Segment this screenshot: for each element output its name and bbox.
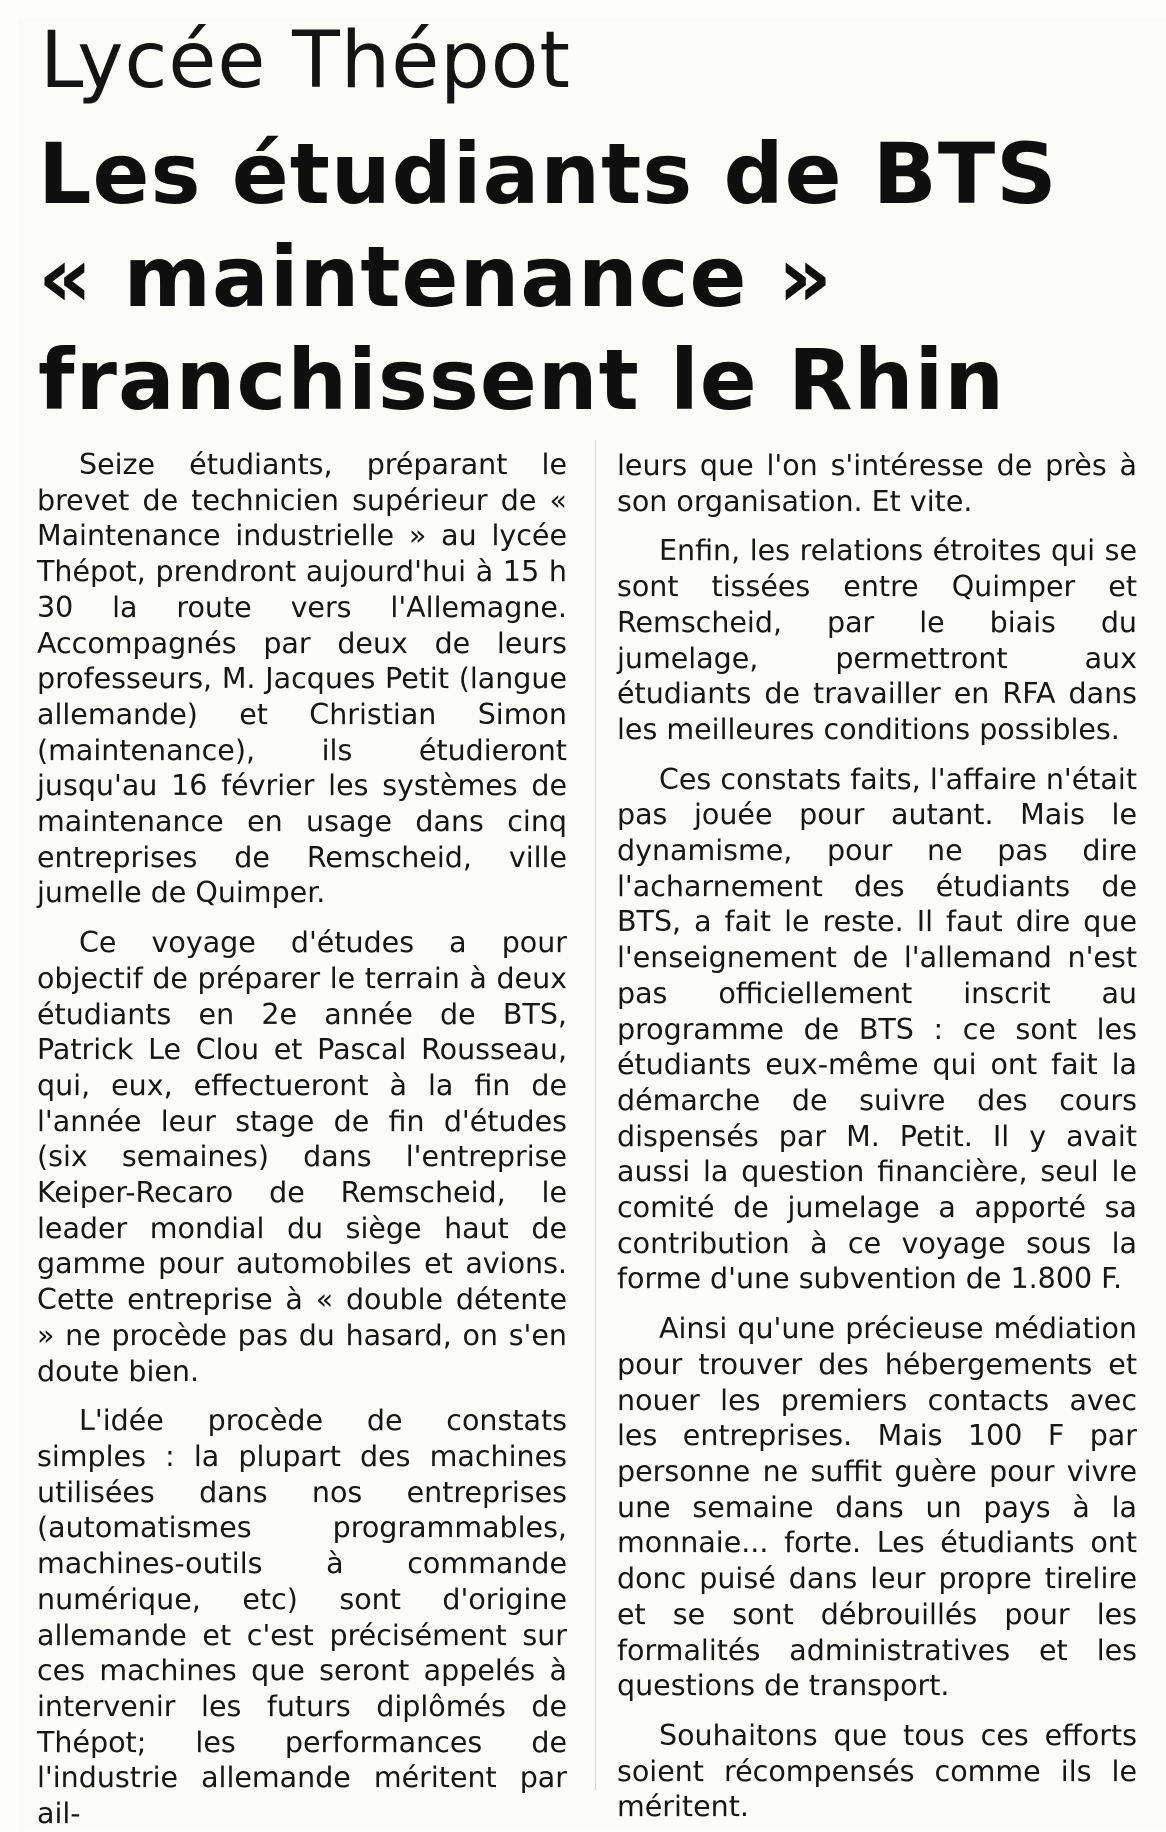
paragraph: Ainsi qu'une précieuse médiation pour trouver des hébergements et nouer les premiers contacts avec les entreprises. Mais 100 F par personne ne suffit guère pour vivre une semaine dans un pays à la monnaie... forte. Les étudiants ont donc puisé dans leur propre tirelire et se sont débrouillés pour les formalités administratives et les questions de transport. bbox=[617, 1312, 1137, 1703]
paragraph: Seize étudiants, préparant le brevet de technicien supérieur de « Maintenance industrielle » au lycée Thépot, prendront aujourd'hui à 15 h 30 la route vers l'Allemagne. Accompagnés par deux de leurs professeurs, M. Jacques Petit (langue allemande) et Christian Simon (maintenance), ils étudieront jusqu'au 16 février les systèmes de maintenance en usage dans cinq entreprises de Remscheid, ville jumelle de Quimper. bbox=[37, 448, 567, 910]
paragraph: Ce voyage d'études a pour objectif de préparer le terrain à deux étudiants en 2e année de BTS, Patrick Le Clou et Pascal Rousseau, qui, eux, effectueront à la fin de l'année leur stage de fin d'études (six semaines) dans l'entreprise Keiper-Recaro de Remscheid, le leader mondial du siège haut de gamme pour automobiles et avions. Cette entreprise à « double détente » ne procède pas du hasard, on s'en doute bien. bbox=[37, 926, 567, 1388]
kicker: Lycée Thépot bbox=[40, 16, 571, 106]
right-column bbox=[617, 448, 1137, 1825]
headline-line: « maintenance » bbox=[38, 228, 833, 326]
headline bbox=[38, 123, 1058, 432]
left-column bbox=[37, 447, 567, 1832]
paragraph: Souhaitons que tous ces efforts soient récompensés comme ils le méritent. bbox=[617, 1718, 1137, 1824]
paragraph: leurs que l'on s'intéresse de près à son organisation. Et vite. bbox=[617, 449, 1137, 518]
paragraph: L'idée procède de constats simples : la plupart des machines utilisées dans nos entreprises (automatismes programmables, machines-outils à commande numérique, etc) sont d'origine allemande et c'est précisément sur ces machines que seront appelés à intervenir les futurs diplômés de Thépot; les performances de l'industrie allemande méritent par ail- bbox=[37, 1404, 567, 1831]
headline-line: franchissent le Rhin bbox=[38, 331, 1006, 429]
headline-line: Les étudiants de BTS bbox=[38, 125, 1058, 223]
column-divider bbox=[595, 440, 596, 1790]
paragraph: Enfin, les relations étroites qui se sont tissées entre Quimper et Remscheid, par le biais du jumelage, permettront aux étudiants de travailler en RFA dans les meilleures conditions possibles. bbox=[617, 534, 1137, 746]
paragraph: Ces constats faits, l'affaire n'était pas jouée pour autant. Mais le dynamisme, pour ne pas dire l'acharnement des étudiants de BTS, a fait le reste. Il faut dire que l'enseignement de l'allemand n'est pas officiellement inscrit au programme de BTS : ce sont les étudiants eux-même qui ont fait la démarche de suivre des cours dispensés par M. Petit. Il y avait aussi la question financière, seul le comité de jumelage a apporté sa contribution à ce voyage sous la forme d'une subvention de 1.800 F. bbox=[617, 762, 1137, 1296]
